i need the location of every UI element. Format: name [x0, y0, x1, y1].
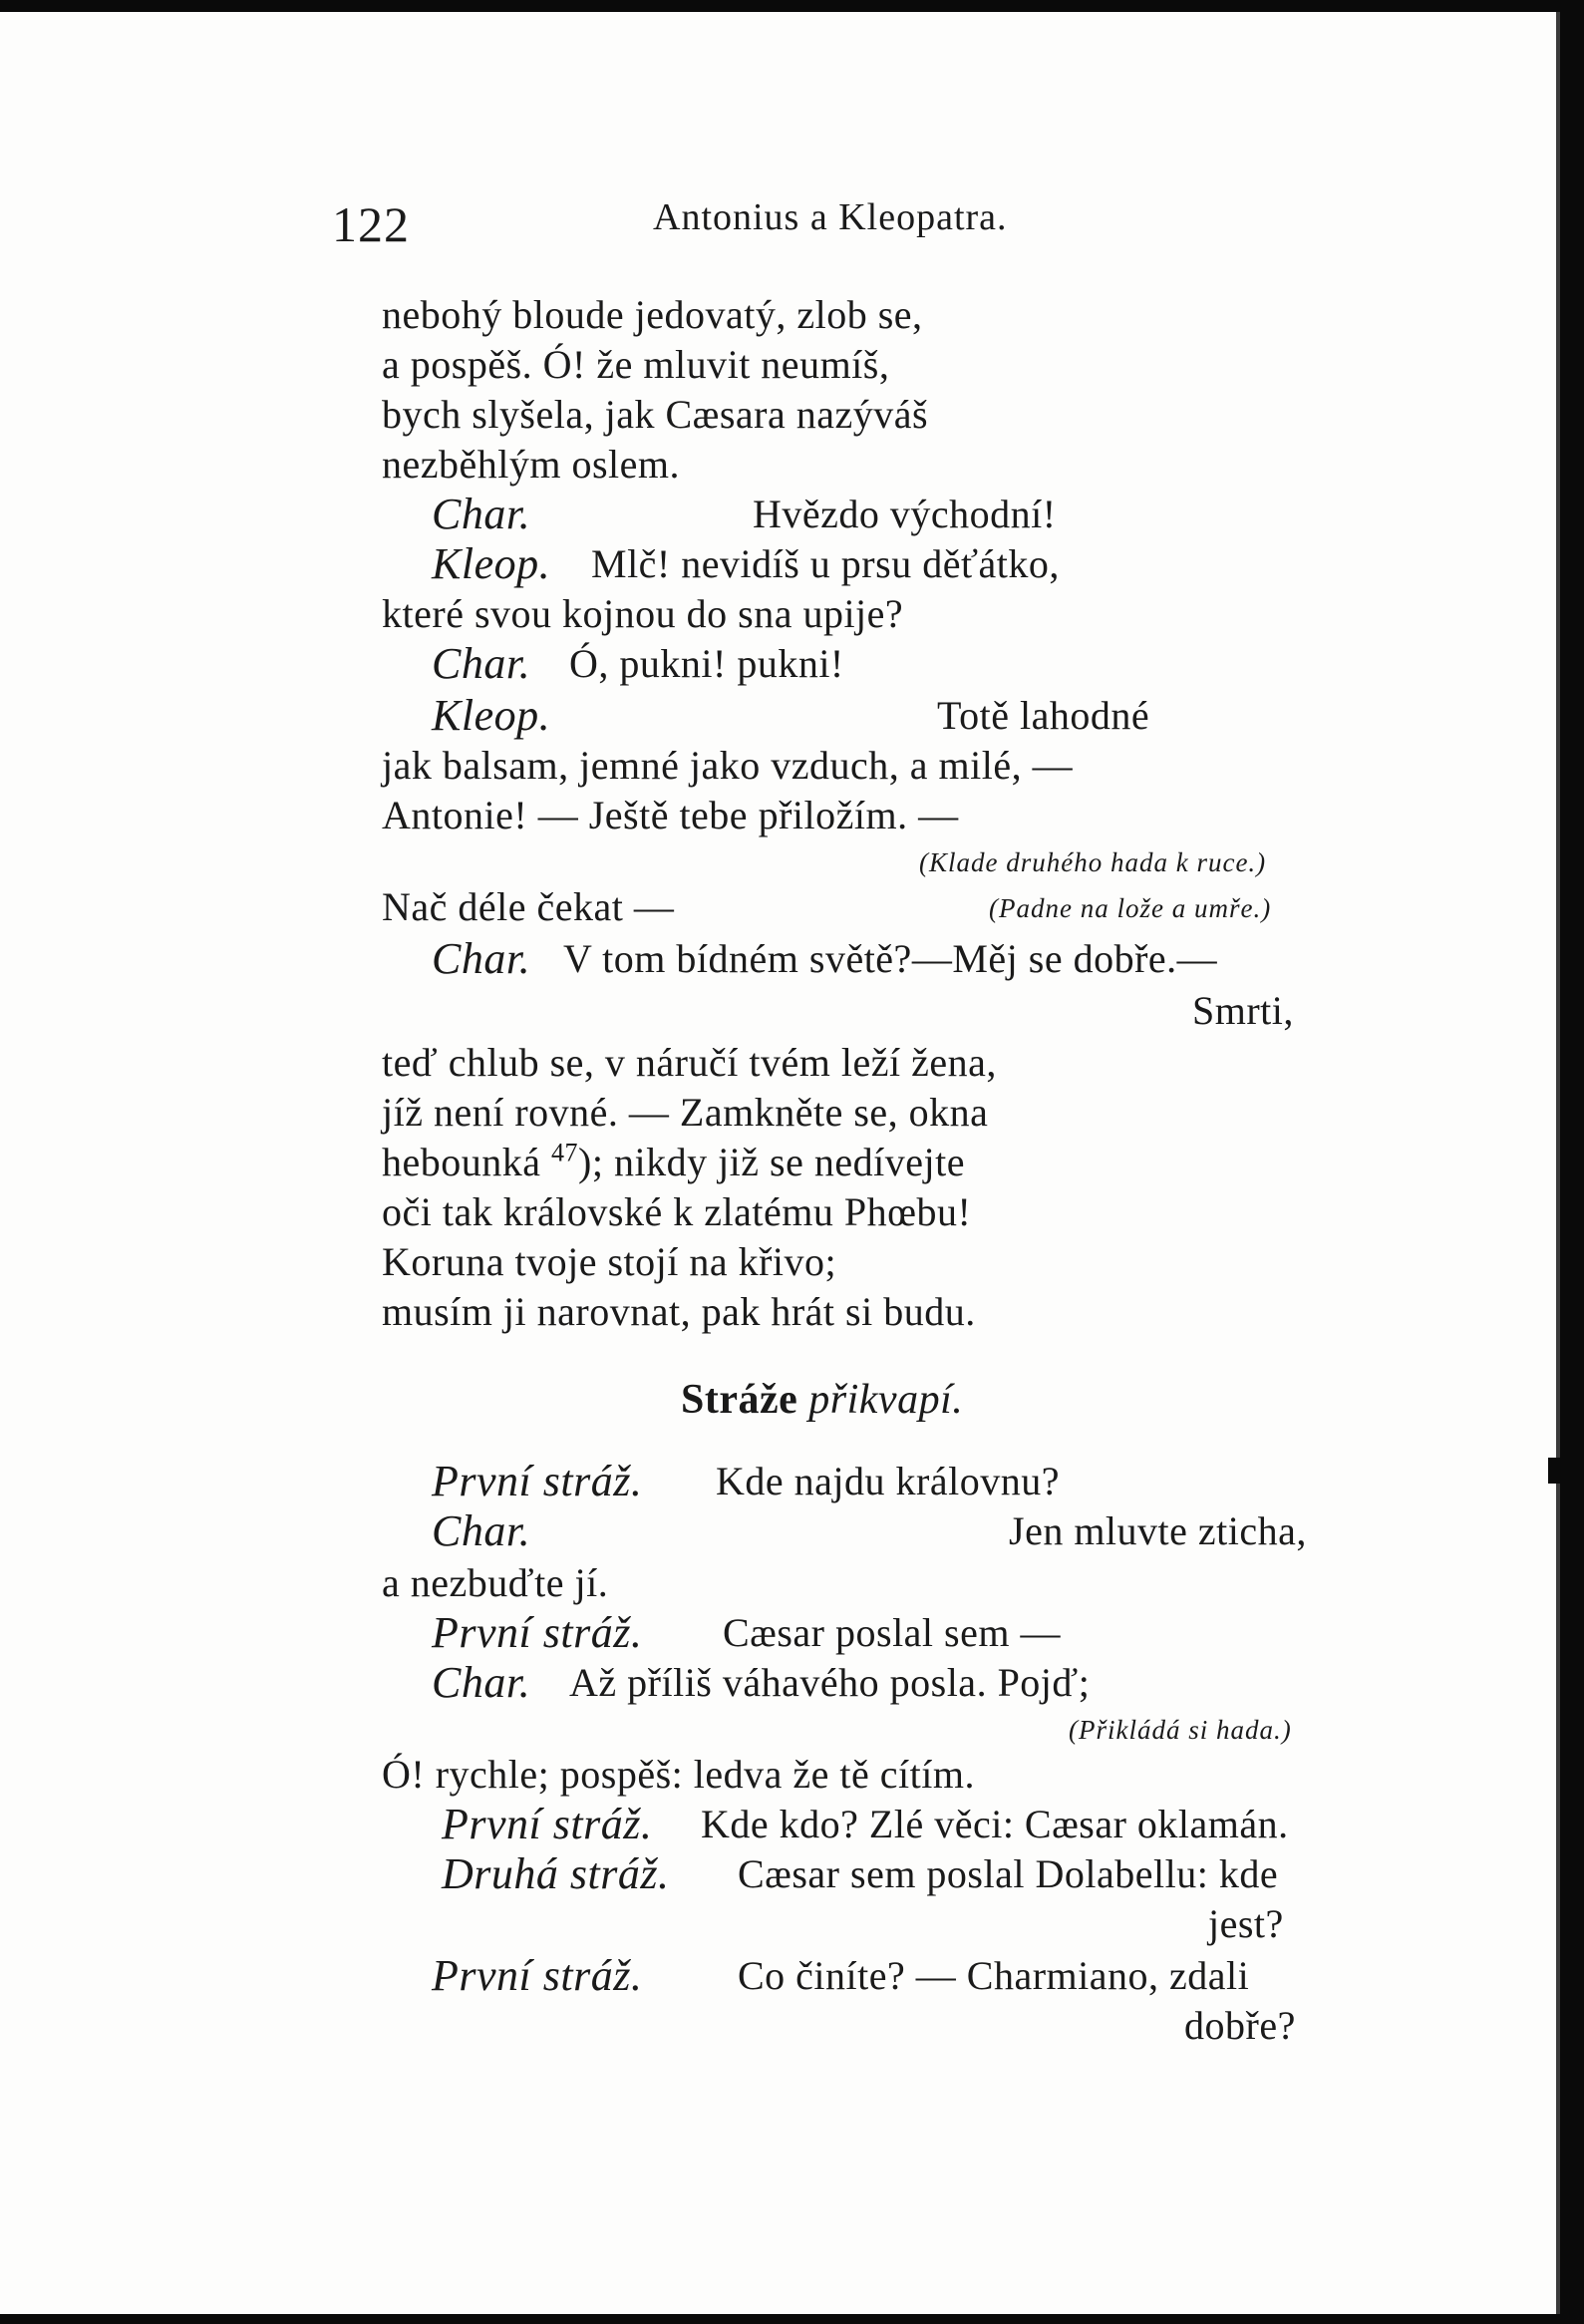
speaker-name: Char. — [432, 639, 531, 688]
verse-line: Koruna tvoje stojí na křivo; — [382, 1239, 837, 1284]
verse-line: jíž není rovné. — Zamkněte se, okna — [382, 1090, 989, 1135]
scan-border-top — [0, 0, 1584, 12]
verse-line: teď chlub se, v náručí tvém leží žena, — [382, 1040, 997, 1085]
verse-line — [382, 1139, 965, 1186]
verse-line: V tom bídném světě?—Měj se dobře.— — [563, 936, 1218, 981]
speaker-name: První stráž. — [432, 1951, 643, 2000]
speaker-name: Char. — [432, 1658, 531, 1707]
speaker-name: První stráž. — [442, 1800, 653, 1848]
scene-heading-word: Stráže — [681, 1377, 798, 1423]
running-title: Antonius a Kleopatra. — [653, 196, 1008, 238]
verse-line: Co činíte? — Charmiano, zdali — [738, 1953, 1250, 1998]
verse-line: Antonie! — Ještě tebe přiložím. — — [382, 793, 959, 837]
verse-line: Cæsar poslal sem — — [723, 1610, 1061, 1655]
verse-line: a nezbuďte jí. — [382, 1560, 609, 1605]
stage-direction: (Přikládá si hada.) — [1069, 1715, 1292, 1745]
verse-text: ); nikdy již se nedívejte — [578, 1140, 965, 1184]
page-edge-shadow — [1556, 12, 1560, 2314]
speaker-name: Char. — [432, 1506, 531, 1555]
scan-border-right — [1560, 0, 1584, 2324]
verse-line: Jen mluvte zticha, — [1009, 1508, 1307, 1553]
verse-line: Ó! rychle; pospěš: ledva že tě cítím. — [382, 1752, 975, 1797]
stage-direction: (Klade druhého hada k ruce.) — [919, 847, 1267, 877]
verse-line: nebohý bloude jedovatý, zlob se, — [382, 292, 923, 337]
footnote-marker: 47 — [551, 1138, 579, 1167]
scene-heading-word: přikvapí. — [808, 1377, 964, 1423]
verse-line: jak balsam, jemné jako vzduch, a milé, — — [382, 743, 1074, 788]
scene-heading — [681, 1376, 963, 1424]
verse-line: Totě lahodné — [937, 693, 1150, 738]
verse-line: nezběhlým oslem. — [382, 442, 681, 487]
verse-line: Mlč! nevidíš u prsu děťátko, — [591, 541, 1060, 586]
speaker-name: Kleop. — [432, 691, 551, 740]
stage-direction: (Padne na lože a umře.) — [989, 893, 1272, 923]
verse-line: a pospěš. Ó! že mluvit neumíš, — [382, 342, 890, 387]
verse-line: oči tak královské k zlatému Phœbu! — [382, 1189, 972, 1234]
scan-border-bottom — [0, 2314, 1584, 2324]
speaker-name: Druhá stráž. — [442, 1849, 670, 1898]
speaker-name: První stráž. — [432, 1608, 643, 1657]
verse-text: hebounká — [382, 1140, 541, 1184]
verse-line: dobře? — [1184, 2003, 1296, 2048]
verse-line: Až příliš váhavého posla. Pojď; — [569, 1660, 1091, 1705]
verse-line: Hvězdo východní! — [753, 492, 1057, 536]
page-number: 122 — [332, 196, 410, 252]
verse-line: jest? — [1208, 1901, 1284, 1946]
verse-line: Cæsar sem poslal Dolabellu: kde — [738, 1851, 1279, 1896]
verse-line: musím ji narovnat, pak hrát si budu. — [382, 1289, 976, 1334]
scan-border-nick — [1548, 1458, 1560, 1484]
speaker-name: Char. — [432, 934, 531, 983]
speaker-name: Kleop. — [432, 539, 551, 588]
verse-line: které svou kojnou do sna upije? — [382, 591, 904, 636]
speaker-name: První stráž. — [432, 1457, 643, 1505]
verse-line: bych slyšela, jak Cæsara nazýváš — [382, 392, 929, 437]
verse-line: Nač déle čekat — — [382, 884, 675, 929]
speaker-name: Char. — [432, 490, 531, 538]
verse-line: Kde kdo? Zlé věci: Cæsar oklamán. — [701, 1802, 1289, 1846]
verse-line: Ó, pukni! pukni! — [569, 641, 844, 686]
verse-line: Kde najdu královnu? — [716, 1459, 1060, 1503]
verse-line: Smrti, — [1192, 988, 1294, 1033]
